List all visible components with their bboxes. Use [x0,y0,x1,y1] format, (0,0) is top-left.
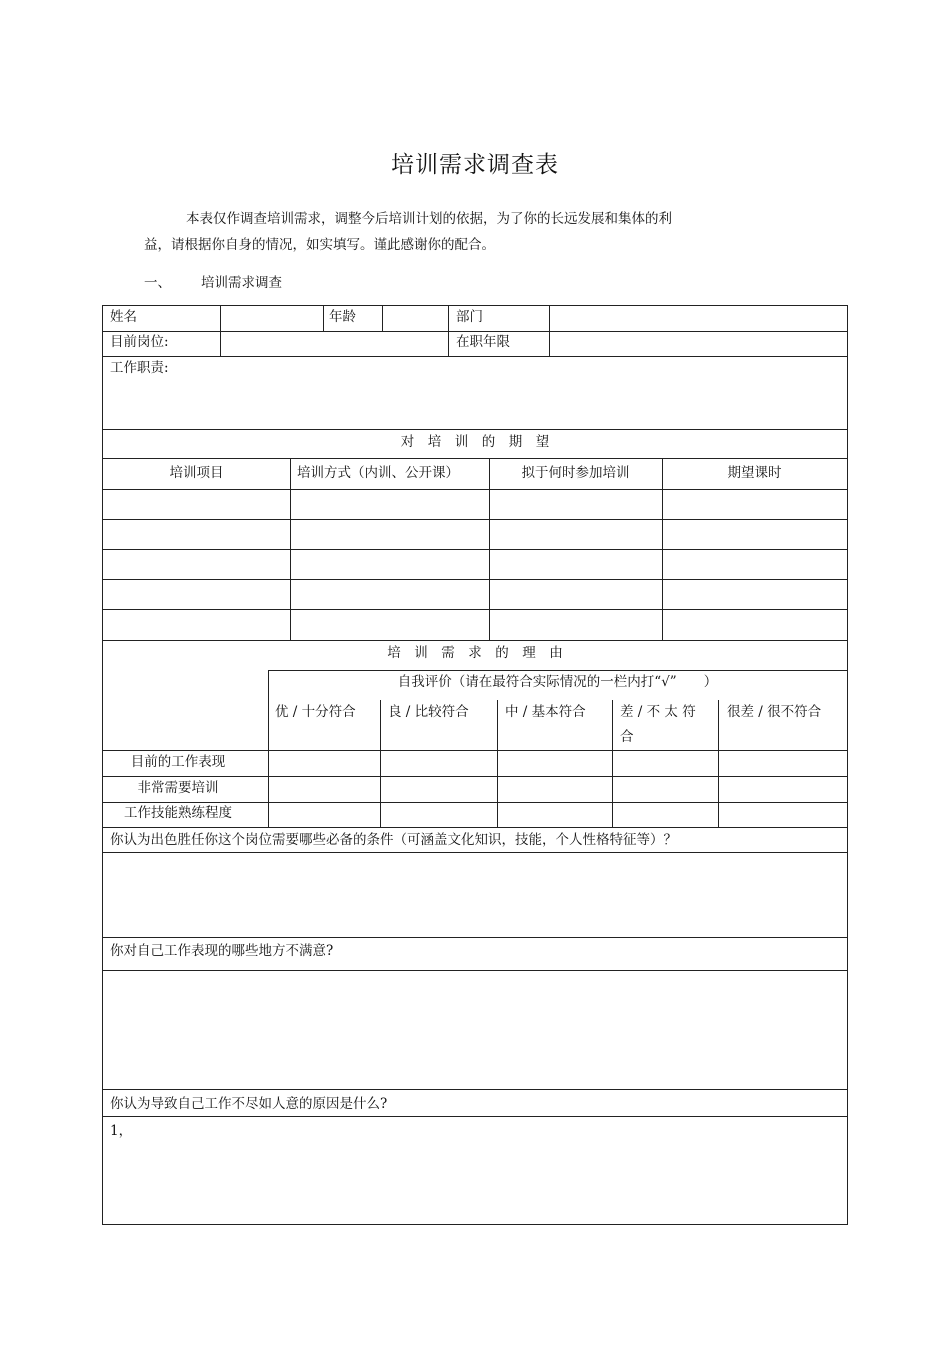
col-line [220,306,221,356]
rating-good: 良 / 比较符合 [388,704,469,720]
row-line [103,640,847,641]
row-line [103,852,847,853]
question-2: 你对自己工作表现的哪些地方不满意? [110,943,334,959]
col-line [323,306,324,331]
row-line [103,937,847,938]
name-label: 姓名 [110,309,137,325]
row-line [103,750,847,751]
rating-poor-continued: 合 [620,729,634,745]
row-line [103,458,847,459]
col-line [268,670,269,827]
section-heading [144,271,282,291]
col-line [382,306,383,331]
row-line [103,429,847,430]
col-training-item: 培训项目 [169,465,224,481]
row-line [103,827,847,828]
duties-label: 工作职责: [110,360,169,376]
rating-average: 中 / 基本符合 [505,704,586,720]
section-number: 一、 [144,275,171,291]
department-label: 部门 [456,309,483,325]
rating-very-poor: 很差 / 很不符合 [727,704,822,720]
reason-heading: 培 训 需 求 的 理 由 [387,645,563,661]
row-line [103,519,847,520]
expectation-heading: 对 培 训 的 期 望 [400,434,550,450]
question-3-answer: 1， [110,1123,133,1139]
page-title: 培训需求调查表 [391,152,559,178]
col-training-time: 拟于何时参加培训 [521,465,630,481]
row-training-needed: 非常需要培训 [137,780,219,796]
col-line [380,700,381,827]
col-line [290,458,291,640]
col-line [489,458,490,640]
intro-text-line-2: 益，请根据你自身的情况，如实填写。谨此感谢你的配合。 [144,237,495,253]
row-line [103,549,847,550]
age-label: 年龄 [329,309,356,325]
col-line [448,306,449,356]
intro-text-line-1: 本表仅作调查培训需求，调整今后培训计划的依据，为了你的长远发展和集体的利 [186,211,672,227]
row-line [103,356,847,357]
row-line [103,579,847,580]
col-line [497,700,498,827]
position-label: 目前岗位: [110,334,169,350]
question-1: 你认为出色胜任你这个岗位需要哪些必备的条件（可涵盖文化知识，技能，个人性格特征等）？ [110,832,677,848]
self-evaluation-header: 自我评价（请在最符合实际情况的一栏内打“√” ） [397,674,718,690]
col-line [549,306,550,356]
col-training-method: 培训方式（内训、公开课） [297,465,459,481]
row-line [103,609,847,610]
row-line [103,970,847,971]
col-line [612,700,613,827]
row-line [268,670,847,671]
row-line [103,331,847,332]
col-line [662,458,663,640]
survey-table [102,305,848,1225]
row-line [103,776,847,777]
row-line [103,489,847,490]
row-current-performance: 目前的工作表现 [130,754,226,770]
row-line [103,1116,847,1117]
question-3: 你认为导致自己工作不尽如人意的原因是什么? [110,1096,388,1112]
row-skill-proficiency: 工作技能熟练程度 [124,805,232,821]
rating-excellent: 优 / 十分符合 [275,704,356,720]
section-label: 培训需求调查 [201,275,282,291]
col-line [718,700,719,827]
col-expected-hours: 期望课时 [727,465,782,481]
tenure-label: 在职年限 [456,334,510,350]
row-line [103,802,847,803]
row-line [103,1089,847,1090]
rating-poor: 差 / 不 太 符 [620,704,696,720]
